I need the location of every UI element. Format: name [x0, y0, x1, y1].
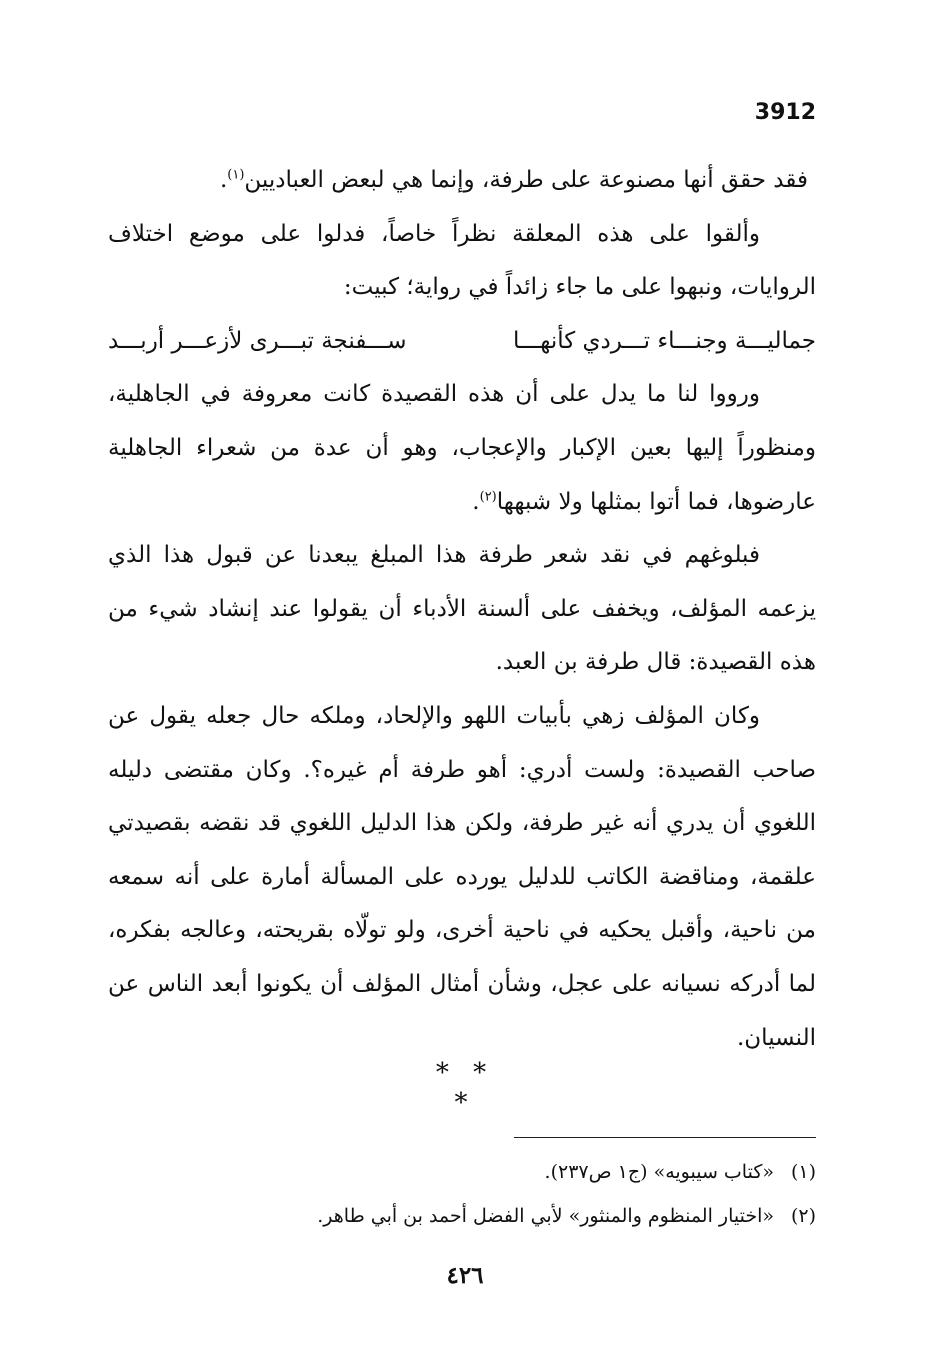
paragraph-5: وكان المؤلف زهي بأبيات اللهو والإلحاد، وملكه حال جعله يقول عن صاحب القصيدة: ولست أدري: أهو طرفة أم غيره؟. وكان مقتضى دليله اللغوي أن يدري أنه غير طرفة، ولكن هذا الدليل اللغوي قد نقضه بقصيدتي علقمة، ومناقضة الكاتب للدليل يورده على المسألة أمارة على أنه سمعه من ناحية، وأقبل يحكيه في ناحية أخرى، ولو تولّاه بقريحته، وعالجه بفكره، لما أدركه نسيانه على عجل، وشأن أمثال المؤلف أن يكونوا أبعد الناس عن النسيان.	[108, 702, 816, 1051]
footnotes	[108, 1150, 816, 1238]
footnote-1-text: «كتاب سيبويه» (ج١ ص٢٣٧).	[544, 1161, 774, 1183]
verse-second-hemistich: ســـفنجة تبـــرى لأزعـــر أربـــد	[108, 327, 407, 354]
paragraph-2: وألقوا على هذه المعلقة نظراً خاصاً، فدلوا على موضع اختلاف الروايات، ونبهوا على ما جاء زائداً في رواية؛ كبيت:	[108, 220, 816, 301]
paragraph-1	[108, 154, 816, 208]
main-text	[108, 154, 816, 1065]
paragraph-3	[108, 368, 816, 529]
footnote-ref-2: (٢)	[479, 488, 497, 504]
footnote-divider	[514, 1137, 816, 1138]
footnote-2-text: «اختيار المنظوم والمنثور» لأبي الفضل أحمد بن أبي طاهر.	[317, 1205, 774, 1227]
paragraph-4: فبلوغهم في نقد شعر طرفة هذا المبلغ يبعدنا عن قبول هذا الذي يزعمه المؤلف، ويخفف على ألسنة الأدباء أن يقولوا عند إنشاد شيء من هذه القصيدة: قال طرفة بن العبد.	[108, 542, 816, 676]
page-number: ٤٢٦	[446, 1262, 484, 1289]
footnote-ref-1: (١)	[227, 167, 245, 183]
footnote-2	[108, 1194, 816, 1238]
verse-first-hemistich: جماليـــة وجنـــاء تـــردي كأنهـــا	[513, 327, 816, 354]
section-separator: * * *	[435, 1058, 495, 1118]
paragraph-1-text: فقد حقق أنها مصنوعة على طرفة، وإنما هي لبعض العباديين	[244, 167, 808, 193]
paragraph-3-tail: .	[472, 488, 480, 515]
footnote-1	[108, 1150, 816, 1194]
paragraph-3-text: ورووا لنا ما يدل على أن هذه القصيدة كانت معروفة في الجاهلية، ومنظوراً إليها بعين الإكبار والإعجاب، وهو أن عدة من شعراء الجاهلية عارضوها، فما أتوا بمثلها ولا شبهها	[108, 381, 816, 515]
paragraph-1-tail: .	[219, 167, 228, 193]
verse-line	[108, 315, 816, 369]
page-id: 3912	[754, 100, 816, 125]
footnote-2-number: (٢)	[790, 1205, 816, 1227]
footnote-1-number: (١)	[790, 1161, 816, 1183]
